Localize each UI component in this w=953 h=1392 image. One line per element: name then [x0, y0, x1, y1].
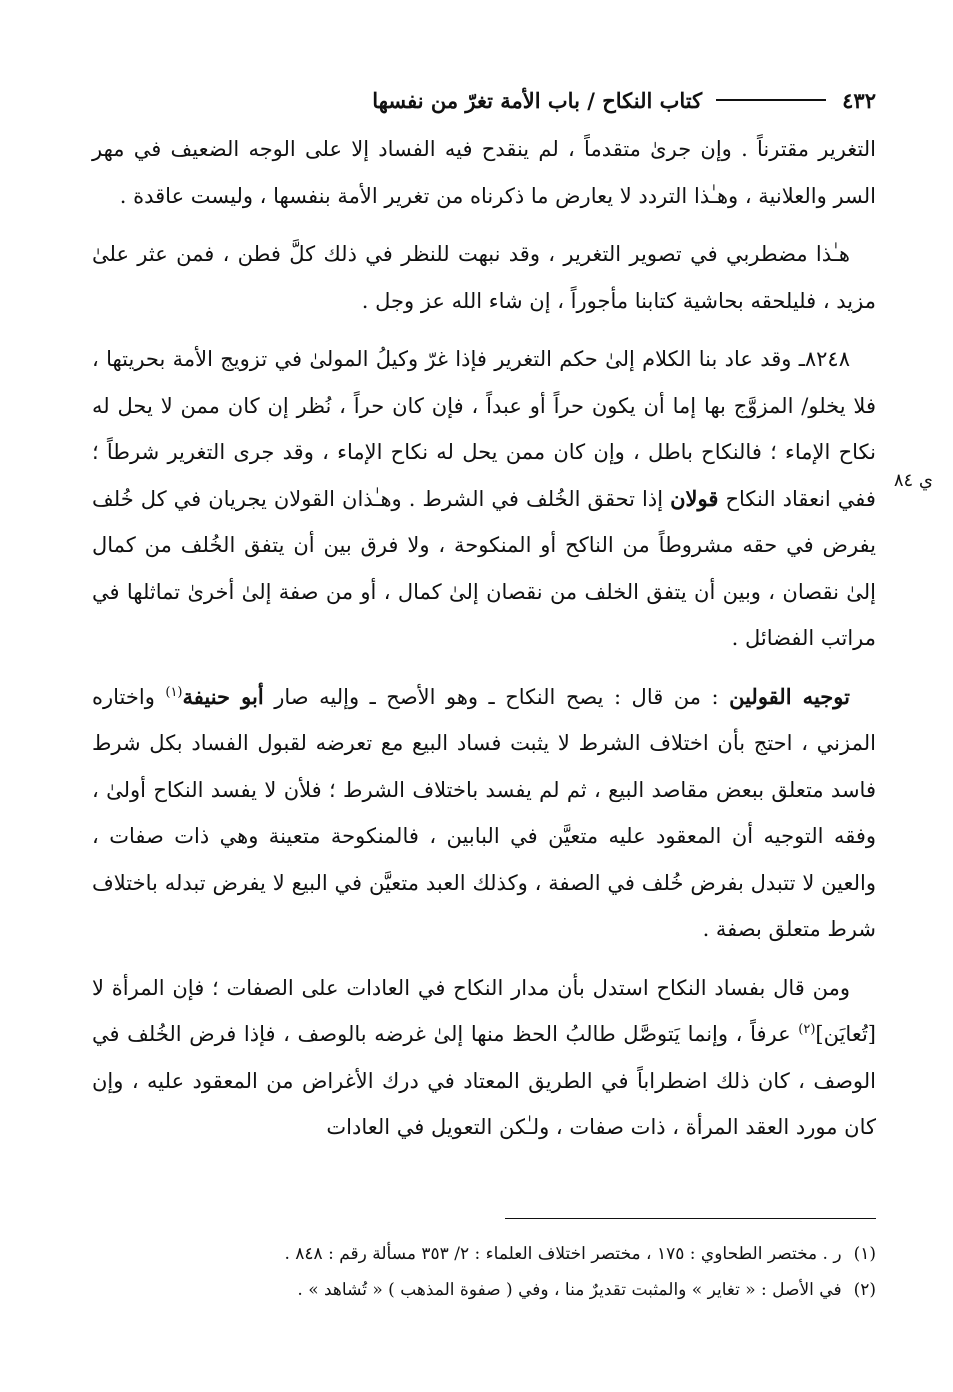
paragraph-4-bold-name: أبو حنيفة — [182, 683, 264, 709]
paragraph-3-part-1: ٨٢٤٨ـ وقد عاد بنا الكلام إلىٰ حكم التغرير فإذا غرّ وكيلُ المولىٰ في تزويج الأمة بحريتها ، فلا يخلو/ المزوَّج بها إما أن يكون حراً أو عبداً ، فإن كان حراً ، نُظر إن كان ممن لا يحل له نكاح الإماء ؛ فالنكاح باطل ، وإن كان ممن يحل له نكاح الإماء ، وقد جرى التغرير شرطاً ؛ ففي انعقاد النكاح — [92, 347, 876, 511]
paragraph-1: التغرير مقترناً . وإن جرىٰ متقدماً ، لم ينقدح فيه الفساد إلا على الوجه الضعيف في مهر السر والعلانية ، وهـٰذا التردد لا يعارض ما ذكرناه من تغرير الأمة بنفسها ، وليست عاقدة . — [92, 137, 876, 208]
paragraph-5 — [92, 965, 876, 1151]
margin-folio-note: ي ٨٤ — [893, 470, 933, 491]
header-rule — [716, 99, 826, 101]
main-text — [92, 126, 876, 1163]
footnote-ref-1: (١) — [165, 684, 183, 700]
footnote-1 — [92, 1236, 876, 1272]
paragraph-3 — [92, 336, 876, 662]
paragraph-4-heading: توجيه القولين — [729, 683, 850, 709]
footnote-separator — [505, 1218, 876, 1219]
footnotes — [92, 1236, 876, 1308]
paragraph-2: هـٰذا مضطربي في تصوير التغرير ، وقد نبهت للنظر في ذلك كلَّ فطن ، فمن عثر علىٰ مزيد ، فليلحقه بحاشية كتابنا مأجوراً ، إن شاء الله عز وجل . — [92, 242, 876, 313]
paragraph-5-part-2: عرفاً ، وإنما يَتوصَّل طالبُ الحظ منها إلىٰ غرضه بالوصف ، فإذا فرض الخُلف في الوصف ، كان ذلك اضطراباً في الطريق المعتاد في درك الأغراض من المعقود عليه ، وإن كان مورد العقد المرأة ، ذات صفات ، ولـٰكن التعويل في العادات — [92, 1022, 876, 1139]
paragraph-5-part-1: ومن قال بفساد النكاح استدل بأن مدار النكاح في العادات على الصفات ؛ فإن المرأة لا [تُعايَن] — [92, 975, 876, 1046]
footnote-1-number: (١) — [853, 1244, 876, 1264]
paragraph-3-part-2: إذا تحقق الخُلف في الشرط . وهـٰذان القولان يجريان في كل خُلف يفرض في حقه مشروطاً من الناكح أو المنكوحة ، ولا فرق بين أن يتفق الخُلف من كمال إلىٰ نقصان ، وبين أن يتفق الخلف من نقصان إلىٰ كمال ، أو من صفة إلىٰ أخرىٰ تماثلها في مراتب الفضائل . — [92, 486, 876, 650]
paragraph-4-part-1: : من قال : يصح النكاح ـ وهو الأصح ـ وإليه صار — [274, 684, 719, 709]
footnote-2-text: في الأصل : « تغاير » والمثبت تقديرٌ منا ، وفي ( صفوة المذهب ) « تُشاهد » . — [297, 1280, 842, 1300]
paragraph-3-bold-term: قولان — [670, 485, 719, 511]
footnote-2-number: (٢) — [853, 1280, 876, 1300]
page-header — [92, 76, 876, 124]
footnote-ref-2: (٢) — [798, 1022, 816, 1037]
running-title: كتاب النكاح / باب الأمة تغرّ من نفسها — [372, 87, 703, 113]
footnote-1-text: ر . مختصر الطحاوي : ١٧٥ ، مختصر اختلاف العلماء : ٢/ ٣٥٣ مسألة رقم : ٨٤٨ . — [284, 1244, 842, 1264]
paragraph-4-part-2: واختاره المزني ، احتج بأن اختلاف الشرط لا يثبت فساد البيع مع تعرضه لقبول الفساد بكل شرط فاسد متعلق ببعض مقاصد البيع ، ثم لم يفسد باختلاف الشرط ؛ فلأن لا يفسد النكاح أولىٰ ، وفقه التوجيه أن المعقود عليه متعيَّن في البابين ، فالمنكوحة متعينة وهي ذات صفات ، والعين لا تتبدل بفرض خُلف في الصفة ، وكذلك العبد متعيَّن في البيع لا يفرض تبدله باختلاف شرط متعلق بصفة . — [92, 684, 876, 941]
footnote-2 — [92, 1272, 876, 1308]
page-number: ٤٣٢ — [842, 87, 876, 113]
paragraph-4 — [92, 674, 876, 953]
